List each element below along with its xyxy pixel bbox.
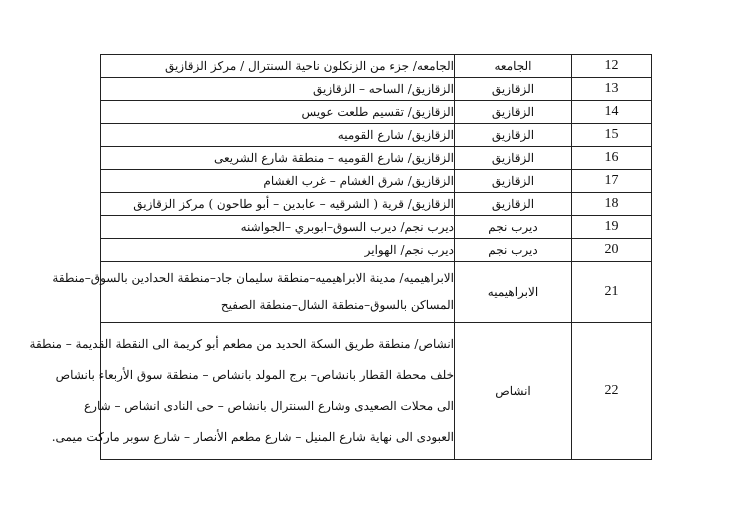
row-number: 12 — [572, 55, 652, 78]
row-description — [101, 124, 455, 147]
row-area: الزقازيق — [455, 124, 572, 147]
row-area: الابراهيميه — [455, 262, 572, 323]
table-row — [101, 262, 652, 323]
description-line: الزقازيق/ شارع القوميه – منطقة شارع الشريعى — [214, 151, 454, 165]
row-area: ديرب نجم — [455, 239, 572, 262]
row-description — [101, 170, 455, 193]
row-area: الزقازيق — [455, 170, 572, 193]
row-area: ديرب نجم — [455, 216, 572, 239]
row-number: 20 — [572, 239, 652, 262]
row-number: 18 — [572, 193, 652, 216]
row-area: الزقازيق — [455, 78, 572, 101]
row-description — [101, 55, 455, 78]
description-line: الزقازيق/ شارع القوميه — [337, 128, 454, 142]
table-row — [101, 239, 652, 262]
table-row — [101, 216, 652, 239]
table-row — [101, 147, 652, 170]
locations-table — [29, 54, 652, 460]
row-description — [101, 101, 455, 124]
description-line: العبودى الى نهاية شارع المنيل – شارع مطعم الأنصار – شارع سوبر ماركت ميمى. — [51, 430, 454, 444]
description-line: الابراهيميه/ مدينة الابراهيميه–منطقة سليمان جاد–منطقة الحدادين بالسوق–منطقة — [52, 271, 454, 285]
description-line: الزقازيق/ شرق الغشام – غرب الغشام — [263, 174, 454, 188]
row-description — [29, 323, 455, 460]
row-description — [52, 262, 455, 323]
description-line: المساكن بالسوق–منطقة الشال–منطقة الصفيح — [220, 298, 454, 312]
row-description — [101, 78, 455, 101]
row-area: الزقازيق — [455, 101, 572, 124]
row-description — [101, 147, 455, 170]
description-line: ديرب نجم/ الهواير — [364, 243, 454, 257]
description-line: ديرب نجم/ ديرب السوق–ابوبري –الجواشنه — [240, 220, 454, 234]
description-line: خلف محطة القطار بانشاص– برج المولد بانشاص – منطقة سوق الأربعاء بانشاص — [55, 368, 454, 382]
row-area: الزقازيق — [455, 147, 572, 170]
table-row — [101, 78, 652, 101]
description-line: الزقازيق/ تقسيم طلعت عويس — [301, 105, 454, 119]
row-description — [101, 216, 455, 239]
row-number: 15 — [572, 124, 652, 147]
table-row — [101, 323, 652, 460]
table-row — [101, 170, 652, 193]
row-number: 14 — [572, 101, 652, 124]
description-line: الزقازيق/ قرية ( الشرقيه – عابدين – أبو طاحون ) مركز الزقازيق — [133, 197, 454, 211]
row-number: 16 — [572, 147, 652, 170]
row-area: انشاص — [455, 323, 572, 460]
description-line: الجامعه/ جزء من الزنكلون ناحية السنترال / مركز الزقازيق — [164, 59, 454, 73]
row-number: 19 — [572, 216, 652, 239]
row-description — [101, 239, 455, 262]
description-line: الزقازيق/ الساحه – الزقازيق — [313, 82, 454, 96]
table-row — [101, 124, 652, 147]
table-row — [101, 55, 652, 78]
row-number: 13 — [572, 78, 652, 101]
description-line: انشاص/ منطقة طريق السكة الحديد من مطعم أبو كريمة الى النقطة القديمة – منطقة — [29, 337, 454, 351]
row-description — [101, 193, 455, 216]
table-row — [101, 101, 652, 124]
table-row — [101, 193, 652, 216]
row-area: الجامعه — [455, 55, 572, 78]
description-line: الى محلات الصعيدى وشارع السنترال بانشاص – حى النادى انشاص – شارع — [84, 399, 454, 413]
row-number: 17 — [572, 170, 652, 193]
row-number: 21 — [572, 262, 652, 323]
row-area: الزقازيق — [455, 193, 572, 216]
row-number: 22 — [572, 323, 652, 460]
